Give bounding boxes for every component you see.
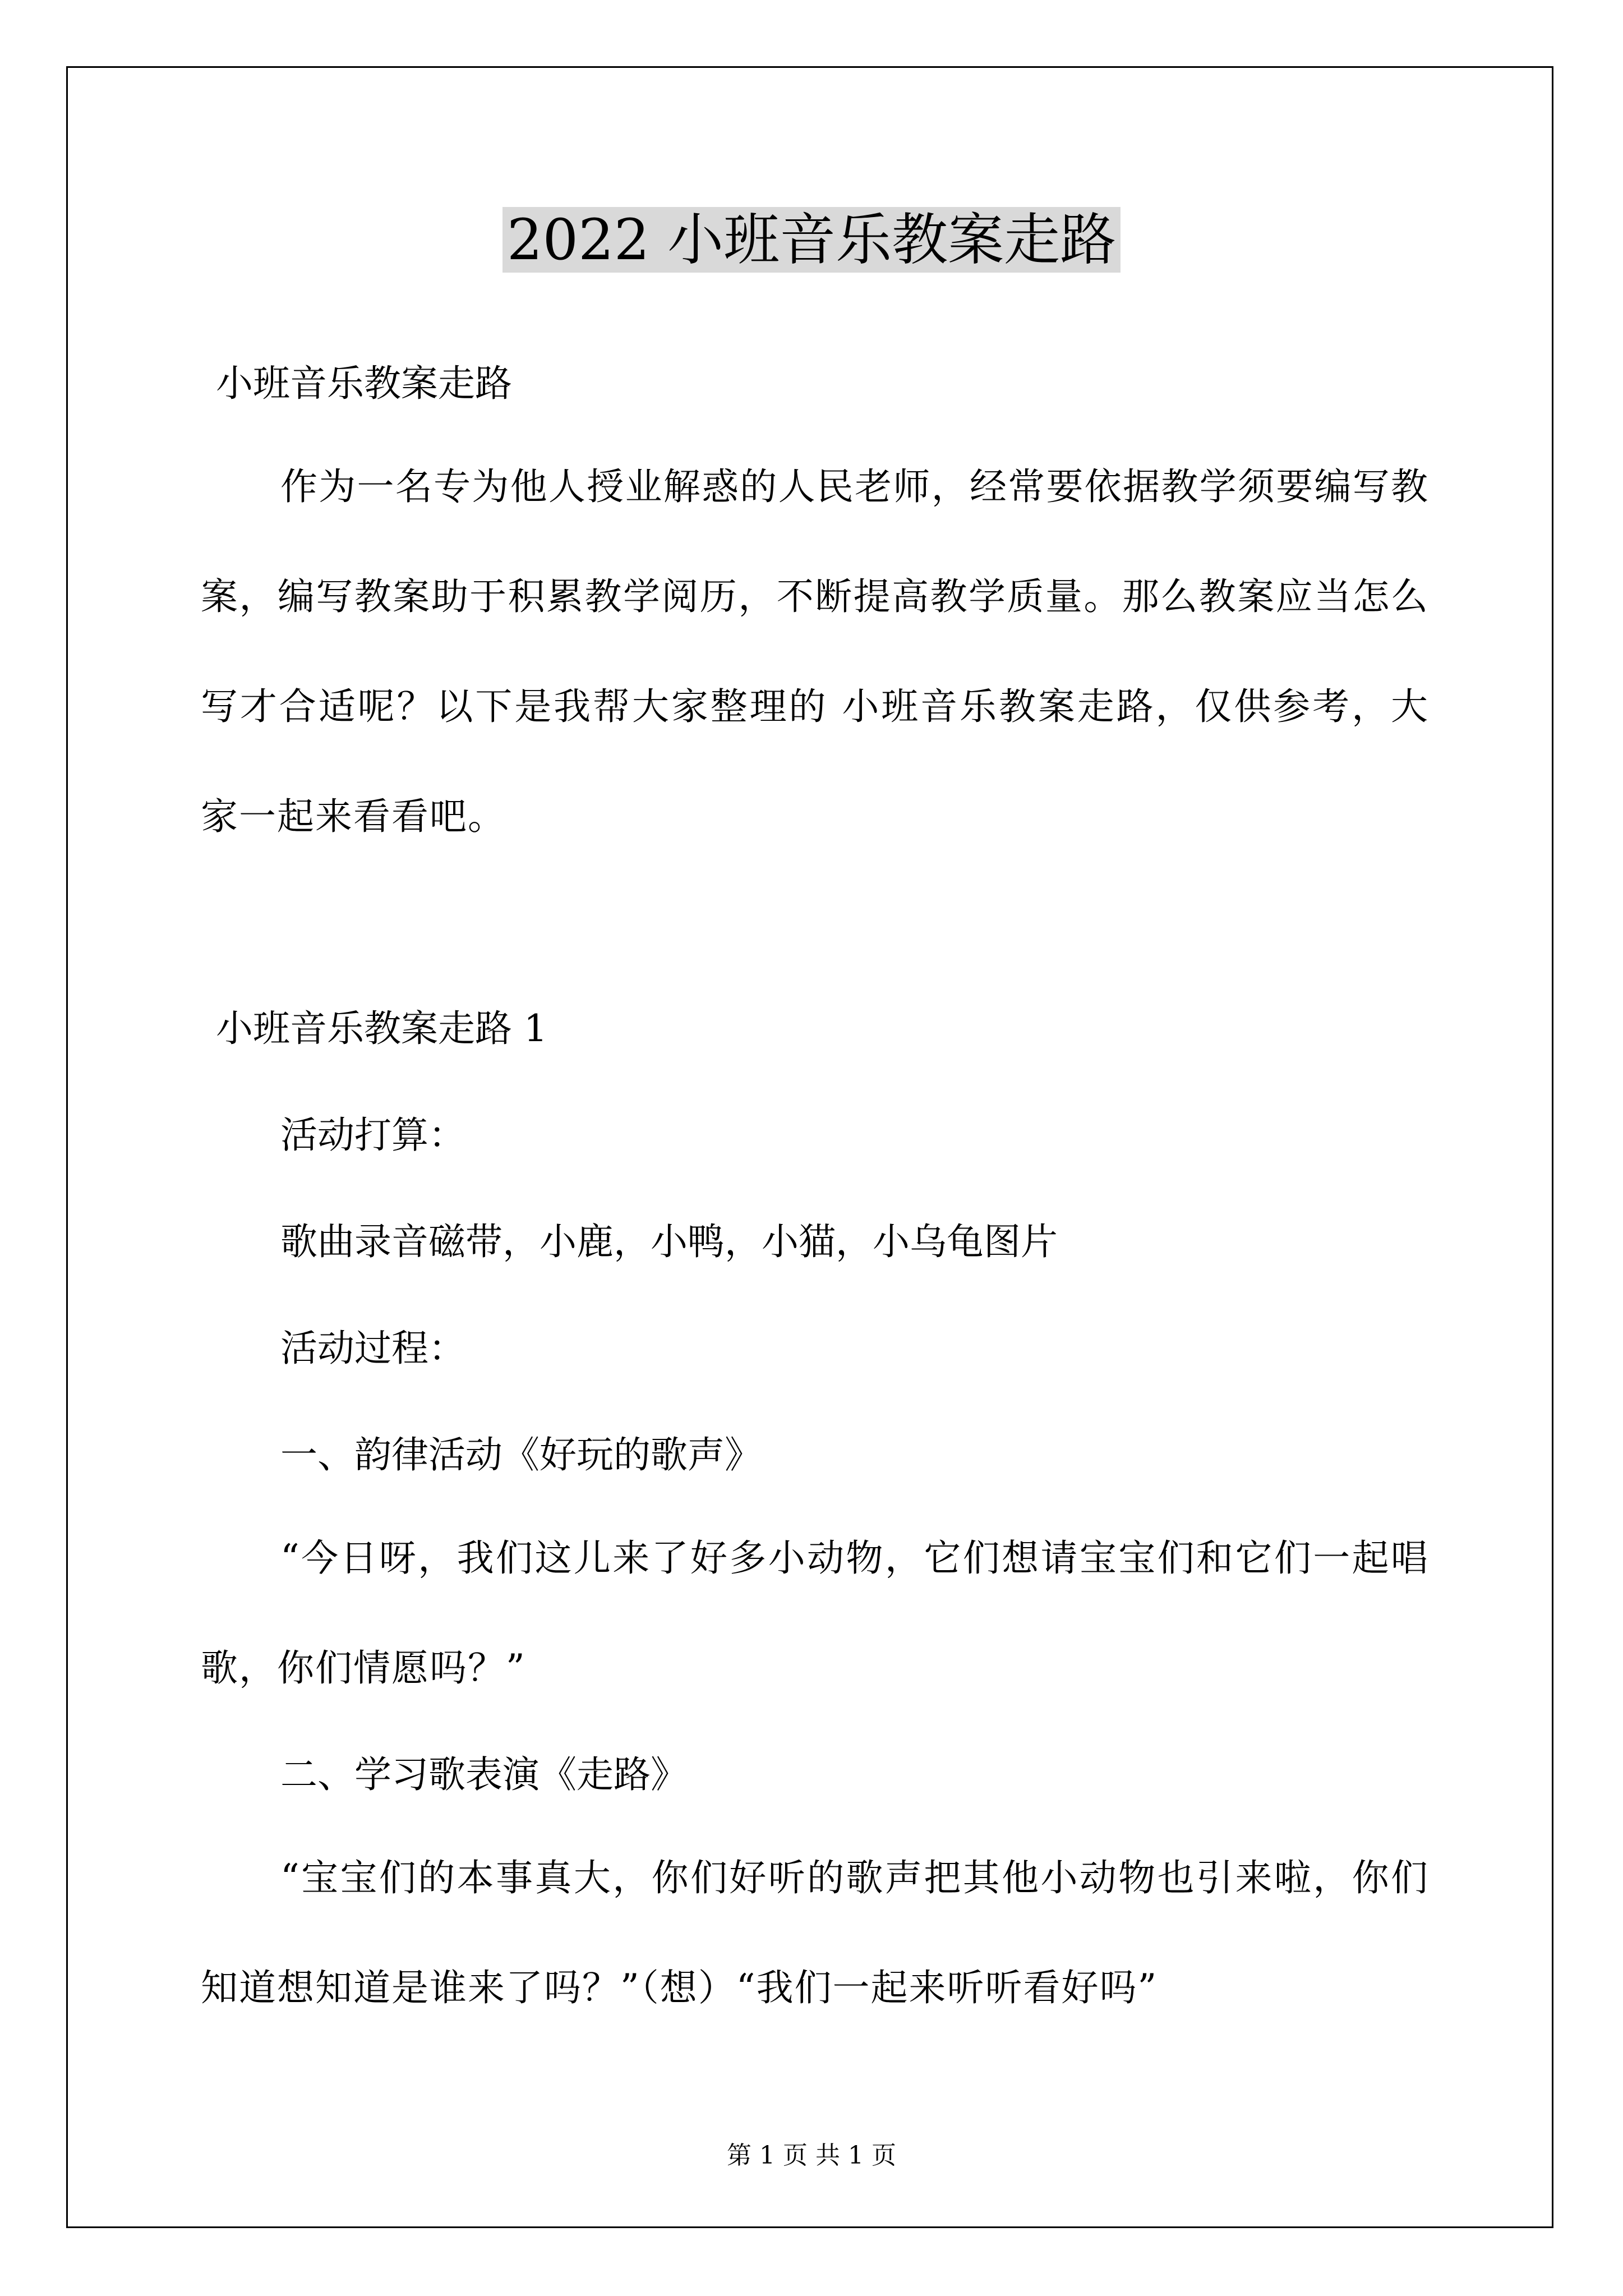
intro-paragraph: 作为一名专为他人授业解惑的人民老师，经常要依据教学须要编写教案，编写教案助于积累教学阅历，不断提高教学质量。那么教案应当怎么写才合适呢？以下是我帮大家整理的 小班音乐教案走路，仅供参考，大家一起来看看吧。 — [201, 465, 1429, 838]
section-heading-1: 小班音乐教案走路 1 — [216, 1007, 547, 1050]
document-subtitle: 小班音乐教案走路 — [216, 362, 512, 405]
step2-title: 二、学习歌表演《走路》 — [280, 1753, 688, 1796]
step1-text: “今日呀，我们这儿来了好多小动物，它们想请宝宝们和它们一起唱歌，你们情愿吗？” — [201, 1536, 1429, 1690]
prep-items: 歌曲录音磁带，小鹿，小鸭，小猫，小乌龟图片 — [280, 1220, 1058, 1263]
process-label: 活动过程： — [280, 1327, 465, 1370]
document-title — [0, 201, 1623, 279]
step2-text: “宝宝们的本事真大，你们好听的歌声把其他小动物也引来啦，你们知道想知道是谁来了吗？”（想）“我们一起来听听看好吗” — [201, 1856, 1429, 2009]
page-footer: 第 1 页 共 1 页 — [727, 2141, 896, 2170]
document-title-text: 2022 小班音乐教案走路 — [502, 207, 1121, 273]
prep-label: 活动打算： — [280, 1114, 465, 1157]
step1-title: 一、韵律活动《好玩的歌声》 — [280, 1433, 762, 1476]
